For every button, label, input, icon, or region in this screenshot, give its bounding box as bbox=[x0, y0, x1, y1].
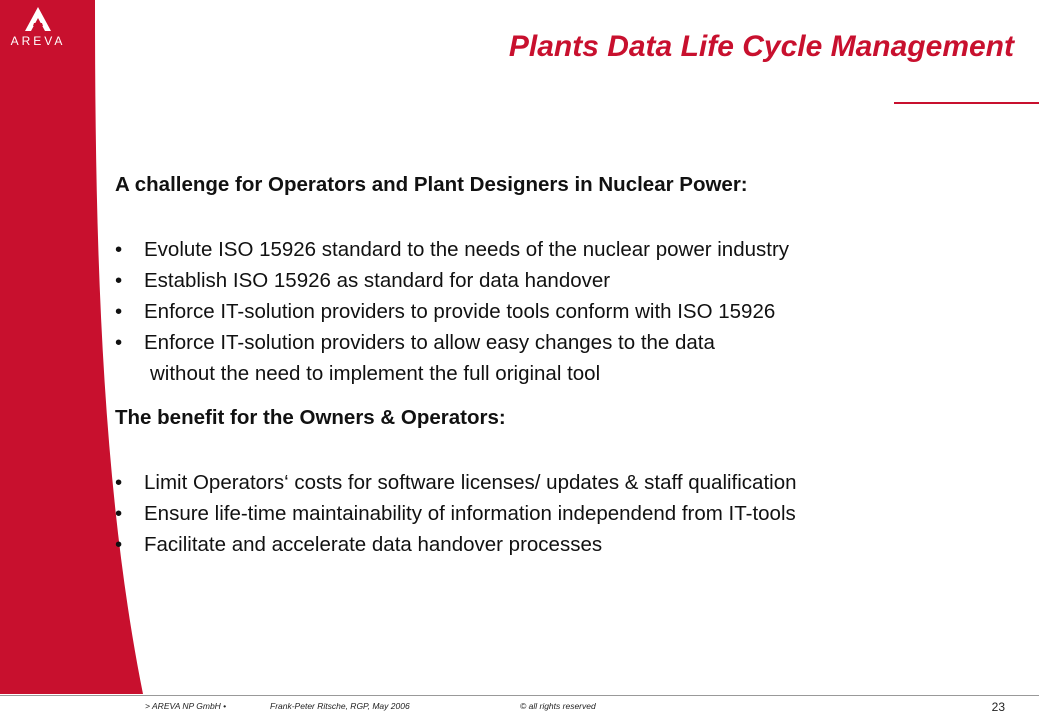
list-item bbox=[115, 265, 1015, 296]
slide-title: Plants Data Life Cycle Management bbox=[508, 30, 1014, 63]
bullet-text: Evolute ISO 15926 standard to the needs of the nuclear power industry bbox=[144, 238, 790, 261]
title-underline bbox=[894, 102, 1039, 104]
list-item bbox=[115, 296, 1015, 327]
list-item bbox=[115, 498, 1015, 529]
bullet-text: Limit Operators‘ costs for software licenses/ updates & staff qualification bbox=[144, 471, 797, 494]
section-challenge-heading: A challenge for Operators and Plant Designers in Nuclear Power: bbox=[115, 173, 748, 196]
list-item bbox=[115, 529, 1015, 560]
page-number: 23 bbox=[991, 700, 1005, 714]
list-item bbox=[115, 234, 1015, 265]
footer-company: > AREVA NP GmbH • bbox=[145, 701, 227, 711]
bullet-continuation-text: without the need to implement the full original tool bbox=[150, 362, 601, 385]
slide-content bbox=[115, 170, 1015, 560]
bullet-icon: • bbox=[115, 331, 123, 354]
areva-logo-mark bbox=[24, 6, 52, 32]
bullet-icon: • bbox=[115, 238, 123, 261]
challenge-bullet-list bbox=[115, 234, 1015, 389]
bullet-icon: • bbox=[115, 300, 123, 323]
footer-author: Frank-Peter Ritsche, RGP, May 2006 bbox=[270, 701, 410, 711]
footer-rights: © all rights reserved bbox=[520, 701, 596, 711]
footer-divider bbox=[0, 695, 1039, 696]
bullet-text: Establish ISO 15926 as standard for data handover bbox=[144, 269, 611, 292]
list-item bbox=[115, 467, 1015, 498]
bullet-text: Facilitate and accelerate data handover processes bbox=[144, 533, 603, 556]
bullet-text: Enforce IT-solution providers to provide tools conform with ISO 15926 bbox=[144, 300, 776, 323]
bullet-icon: • bbox=[115, 269, 123, 292]
bullet-icon: • bbox=[115, 502, 123, 525]
bullet-icon: • bbox=[115, 471, 123, 494]
bullet-icon: • bbox=[115, 533, 123, 556]
areva-logo-text: AREVA bbox=[10, 34, 66, 48]
bullet-text: Enforce IT-solution providers to allow easy changes to the data bbox=[144, 331, 715, 354]
section-benefit-heading: The benefit for the Owners & Operators: bbox=[115, 406, 506, 429]
list-item bbox=[115, 327, 1015, 389]
bullet-text: Ensure life-time maintainability of information independend from IT-tools bbox=[144, 502, 796, 525]
benefit-bullet-list bbox=[115, 467, 1015, 560]
